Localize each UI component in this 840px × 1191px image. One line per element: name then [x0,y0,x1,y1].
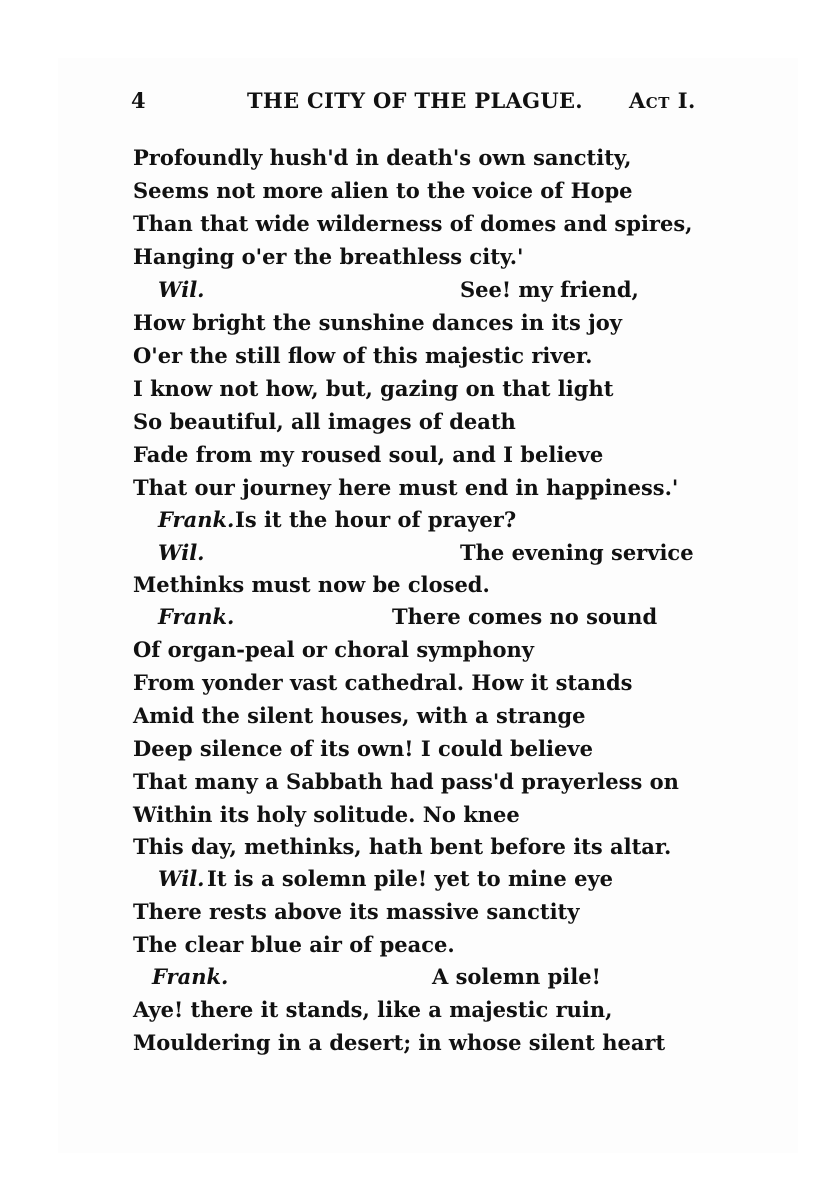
verse-line [0,802,840,834]
verse-line [0,769,840,801]
verse-line [0,899,840,931]
verse-line [0,442,840,474]
verse-text: Deep silence of its own! I could believe [133,736,593,761]
verse-line [0,866,840,898]
verse-line [0,572,840,604]
page-header [0,88,840,118]
verse-line [0,670,840,702]
verse-line [0,178,840,210]
verse-line [0,475,840,507]
verse-text: O'er the still flow of this majestic river. [133,343,593,368]
verse-line [0,997,840,1029]
verse-line [0,540,840,572]
verse-text: Fade from my roused soul, and I believe [133,442,604,467]
page-number: 4 [131,88,146,113]
verse-text: Than that wide wilderness of domes and spires, [133,211,693,236]
verse-line [0,736,840,768]
verse-text: This day, methinks, hath bent before its altar. [133,834,672,859]
verse-line [0,310,840,342]
verse-line [0,277,840,309]
verse-text: Mouldering in a desert; in whose silent heart [133,1030,666,1055]
verse-text: So beautiful, all images of death [133,409,516,434]
verse-line [0,703,840,735]
verse-text: From yonder vast cathedral. How it stands [133,670,633,695]
speaker-name: Wil. [158,277,205,302]
verse-text: How bright the sunshine dances in its joy [133,310,622,335]
verse-line [0,964,840,996]
speaker-name: Wil. [158,866,205,891]
verse-text: The evening service [460,540,694,565]
verse-text: Is it the hour of prayer? [235,507,517,532]
verse-line [0,211,840,243]
verse-text: Methinks must now be closed. [133,572,490,597]
verse-line [0,145,840,177]
speaker-name: Wil. [158,540,205,565]
verse-text: There rests above its massive sanctity [133,899,580,924]
verse-text: It is a solemn pile! yet to mine eye [207,866,614,891]
verse-text: Aye! there it stands, like a majestic ruin, [133,997,613,1022]
verse-line [0,244,840,276]
verse-text: There comes no sound [392,604,658,629]
verse-text: A solemn pile! [432,964,601,989]
verse-line [0,932,840,964]
verse-line [0,507,840,539]
verse-text: That our journey here must end in happiness.' [133,475,679,500]
verse-text: Profoundly hush'd in death's own sanctity, [133,145,632,170]
speaker-name: Frank. [152,964,229,989]
verse-text: The clear blue air of peace. [133,932,455,957]
verse-line [0,1030,840,1062]
verse-line [0,834,840,866]
verse-text: Within its holy solitude. No knee [133,802,520,827]
verse-text: Hanging o'er the breathless city.' [133,244,524,269]
act-label: Act I. [629,88,696,113]
verse-text: That many a Sabbath had pass'd prayerless on [133,769,679,794]
verse-text: Amid the silent houses, with a strange [133,703,586,728]
speaker-name: Frank. [158,604,235,629]
running-title: THE CITY OF THE PLAGUE. [247,88,583,113]
verse-line [0,409,840,441]
verse-line [0,637,840,669]
verse-text: Seems not more alien to the voice of Hope [133,178,633,203]
verse-text: See! my friend, [460,277,639,302]
verse-text: I know not how, but, gazing on that light [133,376,614,401]
verse-text: Of organ-peal or choral symphony [133,637,534,662]
verse-line [0,604,840,636]
verse-line [0,376,840,408]
verse-line [0,343,840,375]
speaker-name: Frank. [158,507,235,532]
